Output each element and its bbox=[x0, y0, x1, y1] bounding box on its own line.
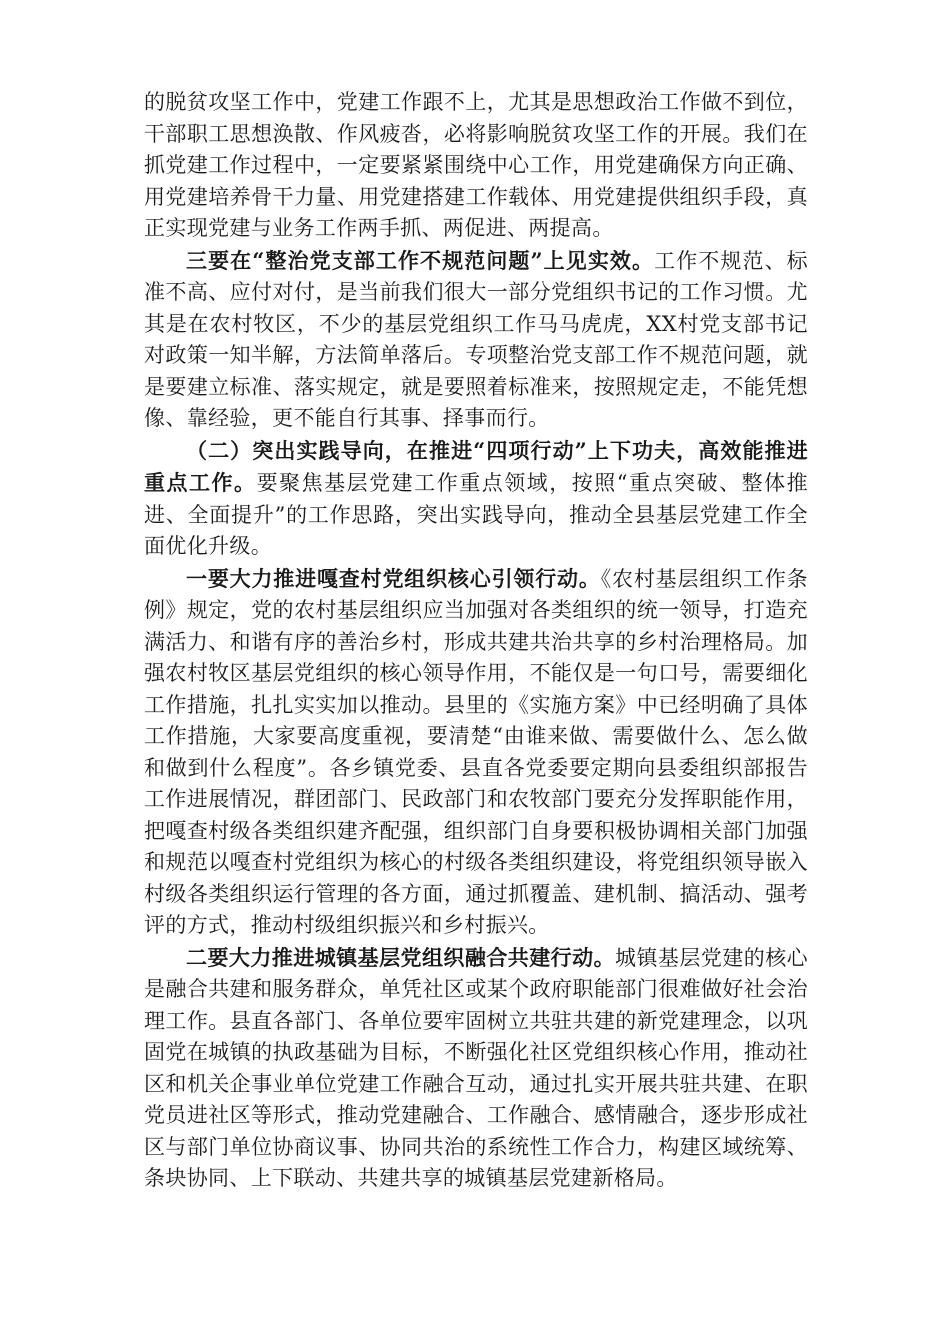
paragraph-4 bbox=[144, 563, 808, 942]
paragraph-body: 工作不规范、标准不高、应付对付，是当前我们很大一部分党组织书记的工作习惯。尤其是在农村牧区，不少的基层党组织工作马马虎虎，XX村党支部书记对政策一知半解，方法简单落后。专项整治党支部工作不规范问题，就是要建立标准、落实规定，就是要照着标准来，按照规定走，不能凭想像、靠经验，更不能自行其事、择事而行。 bbox=[144, 248, 809, 430]
paragraph-2 bbox=[144, 245, 808, 435]
paragraph-body: 城镇基层党建的核心是融合共建和服务群众，单凭社区或某个政府职能部门很难做好社会治理工作。县直各部门、各单位要牢固树立共驻共建的新党建理念，以巩固党在城镇的执政基础为目标，不断强化社区党组织核心作用，推动社区和机关企事业单位党建工作融合互动，通过扎实开展共驻共建、在职党员进社区等形式，推动党建融合、工作融合、感情融合，逐步形成社区与部门单位协商议事、协同共治的系统性工作合力，构建区域统筹、条块协同、上下联动、共建共享的城镇基层党建新格局。 bbox=[144, 945, 808, 1190]
paragraph-body: 《农村基层组织工作条例》规定，党的农村基层组织应当加强对各类组织的统一领导，打造充满活力、和谐有序的善治乡村，形成共建共治共享的乡村治理格局。加强农村牧区基层党组织的核心领导作用，不能仅是一句口号，需要细化工作措施，扎扎实实加以推动。县里的《实施方案》中已经明确了具体工作措施，大家要高度重视，要清楚“由谁来做、需要做什么、怎么做和做到什么程度”。各乡镇党委、县直各党委要定期向县委组织部报告工作进展情况，群团部门、民政部门和农牧部门要充分发挥职能作用，把嘎查村级各类组织建齐配强，组织部门自身要积极协调相关部门加强和规范以嘎查村党组织为核心的村级各类组织建设，将党组织领导嵌入村级各类组织运行管理的各方面，通过抓覆盖、建机制、搞活动、强考评的方式，推动村级组织振兴和乡村振兴。 bbox=[144, 566, 808, 937]
paragraph-lead: 三要在“整治党支部工作不规范问题”上见实效。 bbox=[186, 247, 655, 273]
paragraph-lead: 一要大力推进嘎查村党组织核心引领行动。 bbox=[186, 565, 601, 591]
paragraph-1 bbox=[144, 86, 808, 245]
paragraph-lead: 二要大力推进城镇基层党组织融合共建行动。 bbox=[186, 944, 616, 970]
document-page bbox=[144, 86, 808, 1195]
paragraph-body: 的脱贫攻坚工作中，党建工作跟不上，尤其是思想政治工作做不到位，干部职工思想涣散、作风疲沓，必将影响脱贫攻坚工作的开展。我们在抓党建工作过程中，一定要紧紧围绕中心工作，用党建确保方向正确、用党建培养骨干力量、用党建搭建工作载体、用党建提供组织手段，真正实现党建与业务工作两手抓、两促进、两提高。 bbox=[144, 90, 808, 240]
paragraph-3 bbox=[144, 435, 808, 563]
paragraph-lead: （二）突出实践导向，在推进“四项行动”上下功夫，高效能推进重点工作。 bbox=[144, 437, 808, 495]
paragraph-5 bbox=[144, 942, 808, 1195]
paragraph-body: 要聚焦基层党建工作重点领域，按照“重点突破、整体推进、全面提升”的工作思路，突出实践导向，推动全县基层党建工作全面优化升级。 bbox=[144, 471, 809, 558]
